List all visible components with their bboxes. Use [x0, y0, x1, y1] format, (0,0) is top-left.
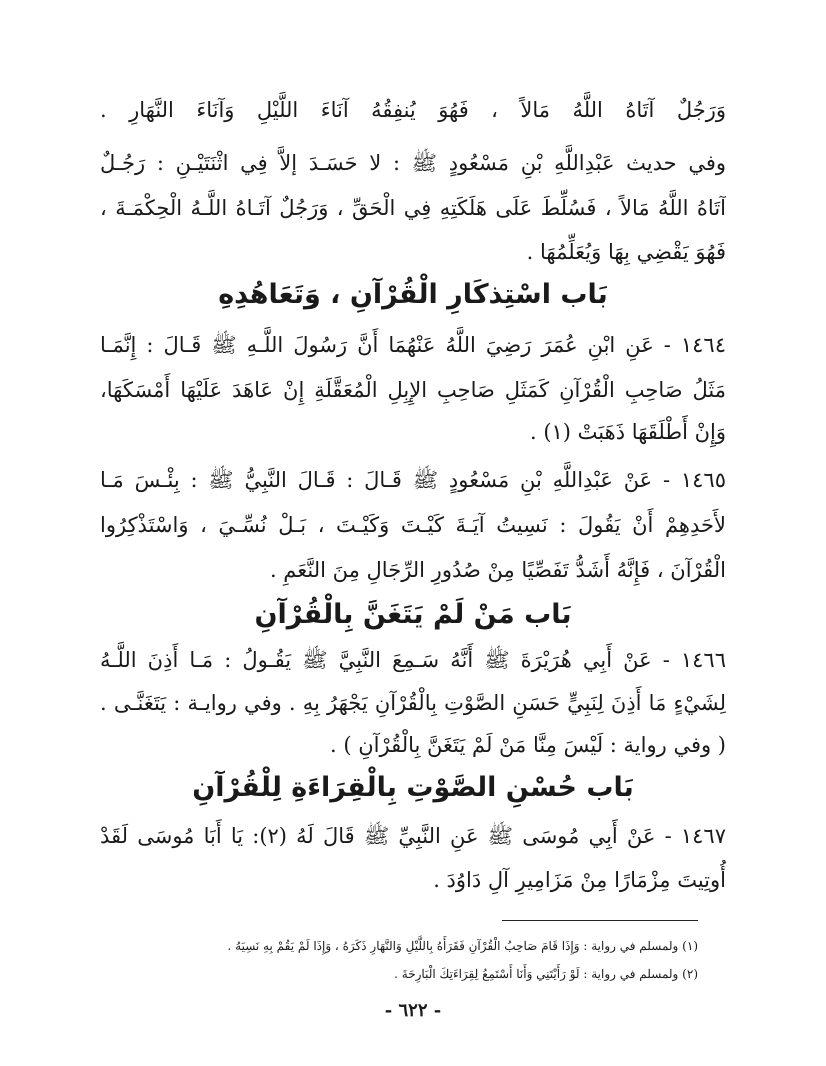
text-line: وَرَجُلٌ آتَاهُ اللَّهُ مَالاً ، فَهُوَ يُنفِقُهُ آنَاءَ اللَّيْلِ وَآنَاءَ النَّهَارِ . [100, 98, 726, 122]
chapter-title: بَاب اسْتِذكَارِ الْقُرْآنِ ، وَتَعَاهُدِهِ [218, 279, 608, 310]
footnote-separator [502, 920, 698, 921]
hadith-line: لِشَيْءٍ مَا أَذِنَ لِنَبِيٍّ حَسَنِ الصَّوْتِ بِالْقُرْآنِ يَجْهَرُ بِهِ . وفي روايـة : يَتَغَنَّـى . [100, 691, 726, 715]
hadith-line: ١٤٦٦ - عَنْ أَبِي هُرَيْرَةَ ﷺ أَنَّهُ سَـمِعَ النَّبِيَّ ﷺ يَقُـولُ : مَـا أَذِنَ اللَّـهُ [100, 648, 726, 672]
hadith-line: وَإِنْ أَطْلَقَهَا ذَهَبَتْ (١) . [529, 420, 726, 444]
hadith-line: ١٤٦٥ - عَنْ عَبْدِاللَّهِ بْنِ مَسْعُودٍ ﷺ قَـالَ : قَـالَ النَّبِيُّ ﷺ : بِئْـسَ مَـا [100, 468, 726, 492]
footnote: (١) ولمسلم في رواية : وَإِذَا قَامَ صَاحِبُ الْقُرْآنِ فَقَرَأَهُ بِاللَّيْلِ وَالنَّهَارِ ذَكَرَهُ ، وَإِذَا لَمْ يَقُمْ بِهِ نَسِيَهُ . [227, 939, 698, 953]
text-line: فَهُوَ يَقْضِي بِهَا وَيُعَلِّمُهَا . [526, 240, 726, 264]
hadith-line: ١٤٦٤ - عَنِ ابْنِ عُمَرَ رَضِيَ اللَّهُ عَنْهُمَا أَنَّ رَسُولَ اللَّـهِ ﷺ قَـالَ : إِنَّمَـا [100, 333, 726, 357]
hadith-line: أُوتِيتَ مِزْمَارًا مِنْ مَزَامِيرِ آلِ دَاوُدَ . [433, 868, 726, 892]
hadith-line: ١٤٦٧ - عَنْ أَبِي مُوسَى ﷺ عَنِ النَّبِيِّ ﷺ قَالَ لَهُ (٢): يَا أَبَا مُوسَى لَقَدْ [100, 824, 726, 848]
hadith-line: ( وفي رواية : لَيْسَ مِنَّا مَنْ لَمْ يَتَغَنَّ بِالْقُرْآنِ ) . [330, 733, 726, 757]
chapter-title: بَاب حُسْنِ الصَّوْتِ بِالْقِرَاءَةِ لِلْقُرْآنِ [192, 772, 634, 803]
footnote: (٢) ولمسلم في رواية : لَوْ رَأَيْتَنِي وَأَنَا أَسْتَمِعُ لِقِرَاءَتِكَ الْبَارِحَةَ . [394, 967, 698, 981]
hadith-line: الْقُرْآنَ ، فَإِنَّهُ أَشَدُّ تَفَصِّيًا مِنْ صُدُورِ الرِّجَالِ مِنَ النَّعَمِ . [269, 558, 726, 582]
text-line: وفي حديث عَبْدِاللَّهِ بْنِ مَسْعُودٍ ﷺ : لا حَسَـدَ إلاَّ فِي اثْنَتَيْـنِ : رَجُـلٌ [100, 151, 726, 175]
hadith-line: لأَحَدِهِمْ أَنْ يَقُولَ : نَسِيتُ آيَـةَ كَيْـتَ وَكَيْـتَ ، بَـلْ نُسِّـيَ ، وَاسْتَذْكِرُوا [100, 513, 726, 537]
page-number: - ٦٢٢ - [384, 1000, 442, 1021]
text-line: آتَاهُ اللَّهُ مَالاً ، فَسُلِّطَ عَلَى هَلَكَتِهِ فِي الْحَقِّ ، وَرَجُلٌ آتَـاهُ اللَّـهُ الْحِكْمَـةَ ، [100, 196, 726, 220]
chapter-title: بَاب مَنْ لَمْ يَتَغَنَّ بِالْقُرْآنِ [254, 599, 572, 630]
hadith-line: مَثَلُ صَاحِبِ الْقُرْآنِ كَمَثَلِ صَاحِبِ الإِبِلِ الْمُعَقَّلَةِ إِنْ عَاهَدَ عَلَيْهَا أَمْسَكَهَا، [100, 378, 726, 402]
